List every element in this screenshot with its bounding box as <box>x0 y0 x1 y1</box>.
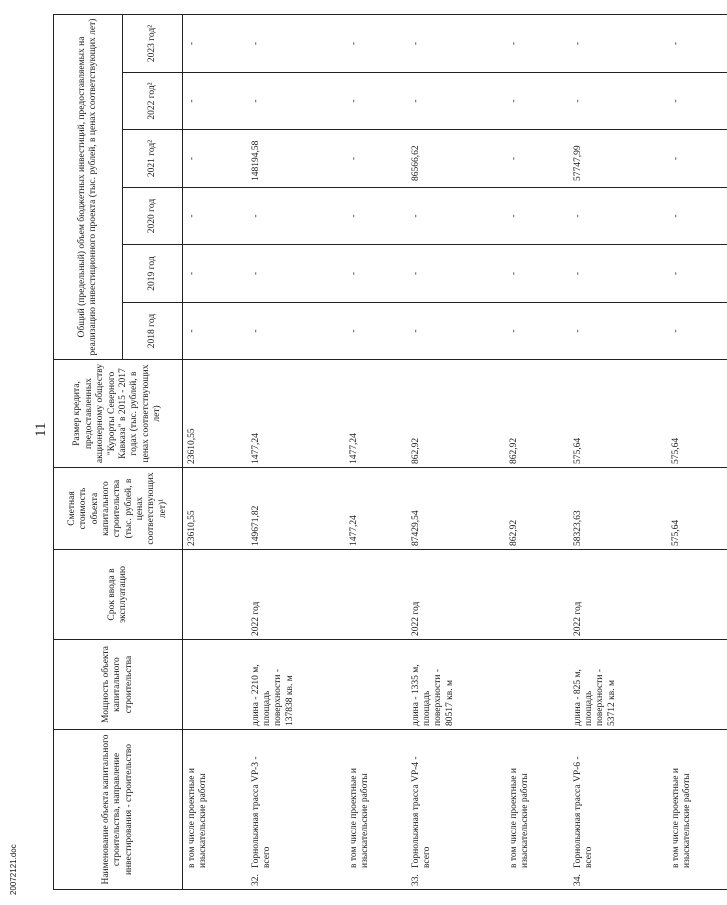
row-credit-cell: 862,92 <box>401 360 499 468</box>
row-commissioning-cell <box>661 550 727 640</box>
row-2018-cell: - <box>401 303 499 360</box>
row-number: 32. <box>250 874 261 886</box>
row-2022-cell: - <box>339 73 401 130</box>
row-estimate-cell: 575,64 <box>661 468 727 550</box>
row-commissioning-cell <box>339 550 401 640</box>
row-2019-cell: - <box>339 245 401 303</box>
row-credit-cell: 575,64 <box>563 360 661 468</box>
row-name: в том числе проектные и изыскательские работы <box>670 768 692 868</box>
row-capacity-cell: длина - 825 м, площадь поверхности - 53712 кв. м <box>563 640 661 730</box>
header-year-2023: 2023 год² <box>123 15 183 73</box>
page-number: 11 <box>33 422 49 437</box>
investment-table <box>53 14 727 890</box>
row-commissioning-cell: 2022 год <box>401 550 499 640</box>
row-2018-cell: - <box>241 303 339 360</box>
table-row <box>661 15 727 890</box>
header-credit: Размер кредита, предоставленных акционерному обществу "Курорты Северного Кавказа" в 2015 - 2017 годах (тыс. рублей, в ценах соответствующих лет) <box>54 360 183 468</box>
row-2023-cell: - <box>339 15 401 73</box>
table-row <box>401 15 499 890</box>
row-2021-cell: - <box>339 130 401 188</box>
row-2022-cell: - <box>401 73 499 130</box>
row-commissioning-cell: 2022 год <box>563 550 661 640</box>
header-year-2022: 2022 год² <box>123 73 183 130</box>
row-2023-cell: - <box>183 15 241 73</box>
row-number: 33. <box>410 874 421 886</box>
row-name-cell <box>339 730 401 890</box>
row-2020-cell: - <box>661 188 727 245</box>
row-name: Горнолыжная трасса VP-6 - всего <box>572 756 594 868</box>
row-name-cell <box>401 730 499 890</box>
row-credit-cell: 1477,24 <box>241 360 339 468</box>
row-2020-cell: - <box>339 188 401 245</box>
row-2021-cell: - <box>661 130 727 188</box>
rotated-page-content <box>53 15 692 890</box>
row-name-cell <box>661 730 727 890</box>
row-2021-cell: - <box>183 130 241 188</box>
header-budget-investments: Общий (предельный) объем бюджетных инвестиций, предоставляемых на реализацию инвестиционного проекта (тыс. рублей, в ценах соответствующих лет) <box>54 15 123 360</box>
row-name: в том числе проектные и изыскательские работы <box>187 768 209 868</box>
row-2018-cell: - <box>339 303 401 360</box>
row-2019-cell: - <box>661 245 727 303</box>
row-2019-cell: - <box>499 245 563 303</box>
row-credit-cell: 862,92 <box>499 360 563 468</box>
row-name: Горнолыжная трасса VP-4 - всего <box>410 756 432 868</box>
row-2019-cell: - <box>183 245 241 303</box>
row-2019-cell: - <box>401 245 499 303</box>
header-capacity: Мощность объекта капитального строительства <box>54 640 183 730</box>
row-2023-cell: - <box>401 15 499 73</box>
header-year-2021: 2021 год² <box>123 130 183 188</box>
table-row <box>563 15 661 890</box>
row-estimate-cell: 149671,82 <box>241 468 339 550</box>
table-row <box>499 15 563 890</box>
row-capacity-cell: длина - 1335 м, площадь поверхности - 80517 кв. м <box>401 640 499 730</box>
row-name-cell <box>183 730 241 890</box>
row-name: в том числе проектные и изыскательские работы <box>348 768 370 868</box>
row-estimate-cell: 1477,24 <box>339 468 401 550</box>
row-estimate-cell: 862,92 <box>499 468 563 550</box>
row-number <box>509 868 532 886</box>
row-estimate-cell: 87429,54 <box>401 468 499 550</box>
row-2022-cell: - <box>241 73 339 130</box>
table-row <box>183 15 241 890</box>
header-estimate: Сметная стоимость объекта капитального строительства (тыс. рублей, в ценах соответствующих лет)¹ <box>54 468 183 550</box>
row-name: в том числе проектные и изыскательские работы <box>508 768 530 868</box>
row-2022-cell: - <box>499 73 563 130</box>
row-name: Горнолыжная трасса VP-3 - всего <box>250 756 272 868</box>
row-2021-cell: 86566,62 <box>401 130 499 188</box>
row-number: 34. <box>572 874 583 886</box>
row-2021-cell: - <box>499 130 563 188</box>
row-capacity-cell <box>661 640 727 730</box>
row-2023-cell: - <box>241 15 339 73</box>
row-name-cell <box>241 730 339 890</box>
row-2023-cell: - <box>499 15 563 73</box>
row-commissioning-cell <box>183 550 241 640</box>
row-number <box>187 868 210 886</box>
row-number <box>349 868 372 886</box>
header-year-2018: 2018 год <box>123 303 183 360</box>
row-2021-cell: 57747,99 <box>563 130 661 188</box>
row-credit-cell: 23610,55 <box>183 360 241 468</box>
table-row <box>339 15 401 890</box>
row-2019-cell: - <box>563 245 661 303</box>
row-2020-cell: - <box>499 188 563 245</box>
row-commissioning-cell: 2022 год <box>241 550 339 640</box>
row-2023-cell: - <box>661 15 727 73</box>
row-credit-cell: 1477,24 <box>339 360 401 468</box>
row-2022-cell: - <box>563 73 661 130</box>
row-2018-cell: - <box>499 303 563 360</box>
row-name-cell <box>499 730 563 890</box>
row-2020-cell: - <box>183 188 241 245</box>
row-2018-cell: - <box>563 303 661 360</box>
row-2018-cell: - <box>183 303 241 360</box>
row-estimate-cell: 58323,63 <box>563 468 661 550</box>
table-body <box>183 15 727 890</box>
table-row <box>241 15 339 890</box>
row-commissioning-cell <box>499 550 563 640</box>
row-2019-cell: - <box>241 245 339 303</box>
row-2020-cell: - <box>241 188 339 245</box>
document-filename: 20072121.doc <box>9 844 18 895</box>
row-capacity-cell: длина - 2210 м, площадь поверхности - 137838 кв. м <box>241 640 339 730</box>
header-year-2019: 2019 год <box>123 245 183 303</box>
row-2020-cell: - <box>563 188 661 245</box>
header-year-2020: 2020 год <box>123 188 183 245</box>
header-commissioning: Срок ввода в эксплуатацию <box>54 550 183 640</box>
row-2022-cell: - <box>661 73 727 130</box>
row-2022-cell: - <box>183 73 241 130</box>
row-capacity-cell <box>339 640 401 730</box>
row-number <box>671 868 694 886</box>
header-name: Наименование объекта капитального строительства, направление инвестирования - строительство <box>54 730 183 890</box>
row-2018-cell: - <box>661 303 727 360</box>
row-name-cell <box>563 730 661 890</box>
row-2023-cell: - <box>563 15 661 73</box>
row-2020-cell: - <box>401 188 499 245</box>
row-capacity-cell <box>499 640 563 730</box>
row-capacity-cell <box>183 640 241 730</box>
row-credit-cell: 575,64 <box>661 360 727 468</box>
row-estimate-cell: 23610,55 <box>183 468 241 550</box>
row-2021-cell: 148194,58 <box>241 130 339 188</box>
